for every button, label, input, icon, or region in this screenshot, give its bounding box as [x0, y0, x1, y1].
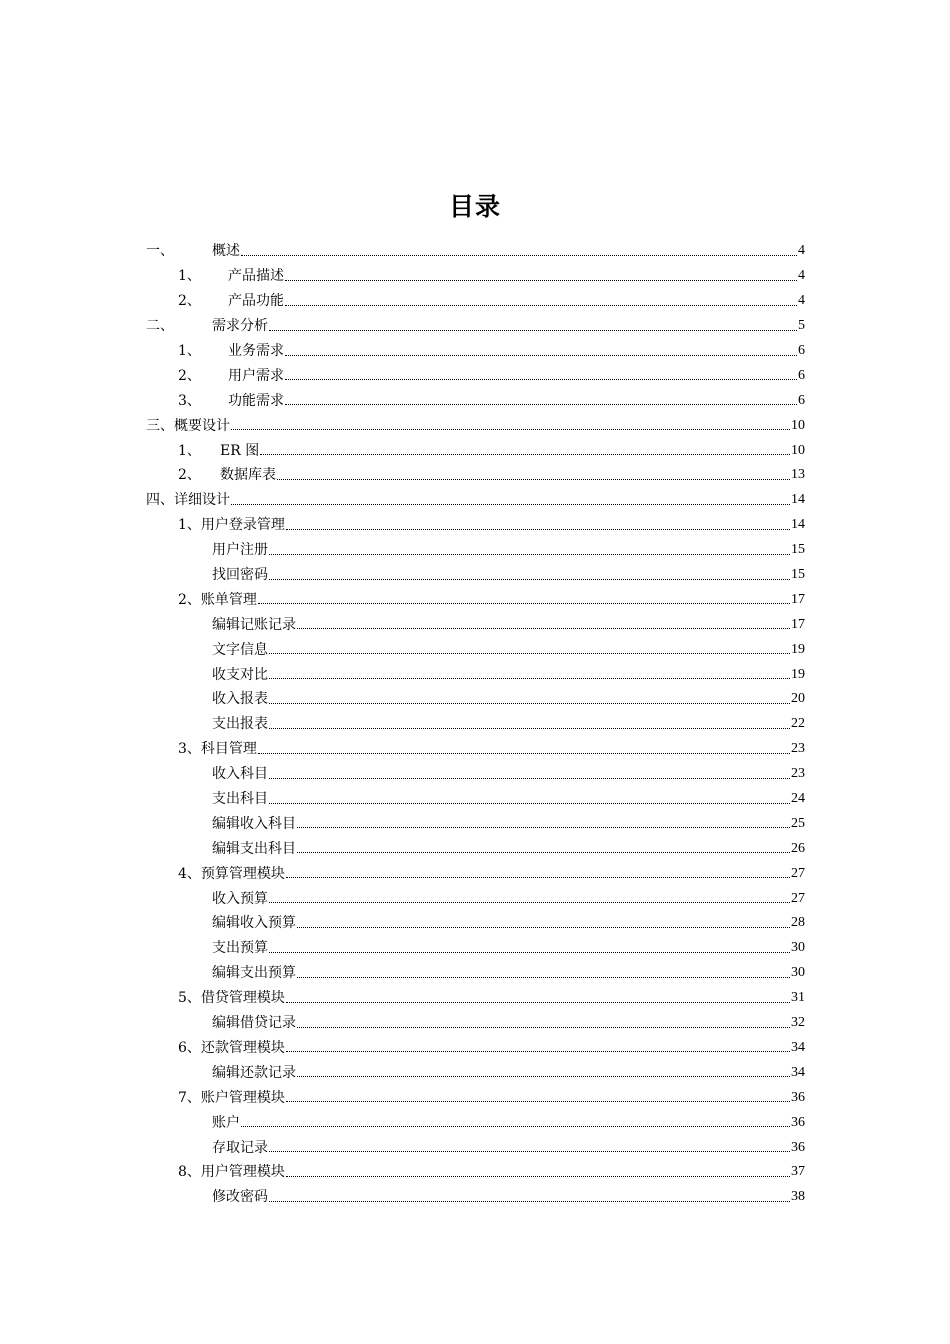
toc-entry[interactable]	[0, 637, 950, 662]
toc-entry-page-number: 20	[791, 691, 805, 707]
toc-entry-number: 2、	[178, 367, 201, 384]
toc-entry-label: 7、账户管理模块	[178, 1089, 285, 1106]
toc-entry-page-number: 31	[791, 990, 805, 1006]
toc-entry-page-number: 36	[791, 1139, 805, 1155]
toc-entry[interactable]	[0, 363, 950, 388]
toc-dot-leader	[269, 653, 790, 654]
toc-dot-leader	[269, 554, 790, 555]
toc-entry-page-number: 5	[798, 318, 805, 334]
toc-entry[interactable]	[0, 787, 950, 812]
toc-entry[interactable]	[0, 911, 950, 936]
toc-dot-leader	[285, 355, 797, 356]
toc-dot-leader	[231, 429, 790, 430]
toc-entry-page-number: 13	[791, 467, 805, 483]
toc-entry-label: 三、概要设计	[146, 417, 230, 434]
toc-entry[interactable]	[0, 513, 950, 538]
toc-entry-label: 收入报表	[212, 691, 268, 708]
toc-entry-page-number: 38	[791, 1189, 805, 1205]
toc-entry-label: 4、预算管理模块	[178, 865, 285, 882]
toc-entry-page-number: 15	[791, 542, 805, 558]
toc-entry-label: 编辑支出科目	[212, 840, 296, 857]
toc-entry[interactable]	[0, 314, 950, 339]
toc-entry[interactable]	[0, 339, 950, 364]
toc-entry-label: 1、用户登录管理	[178, 517, 285, 534]
toc-entry[interactable]	[0, 1060, 950, 1085]
toc-entry-page-number: 14	[791, 517, 805, 533]
toc-entry-label: 数据库表	[220, 467, 276, 484]
toc-dot-leader	[297, 827, 790, 828]
toc-dot-leader	[269, 579, 790, 580]
toc-entry-page-number: 10	[791, 417, 805, 433]
toc-entry-page-number: 27	[791, 865, 805, 881]
toc-entry-number: 二、	[146, 318, 174, 335]
toc-entry-label: 编辑收入科目	[212, 815, 296, 832]
toc-entry-page-number: 36	[791, 1114, 805, 1130]
toc-dot-leader	[286, 1051, 790, 1052]
toc-dot-leader	[231, 504, 790, 505]
toc-entry[interactable]	[0, 239, 950, 264]
toc-entry-page-number: 6	[798, 367, 805, 383]
toc-entry[interactable]	[0, 662, 950, 687]
toc-title: 目录	[448, 192, 501, 221]
toc-entry-number: 3、	[178, 392, 201, 409]
toc-entry-label: 修改密码	[212, 1189, 268, 1206]
toc-entry-label: 四、详细设计	[146, 492, 230, 509]
toc-dot-leader	[258, 753, 790, 754]
toc-entry-label: 编辑收入预算	[212, 915, 296, 932]
toc-entry-page-number: 15	[791, 567, 805, 583]
toc-dot-leader	[286, 1101, 790, 1102]
toc-entry[interactable]	[0, 712, 950, 737]
toc-entry[interactable]	[0, 861, 950, 886]
toc-dot-leader	[269, 703, 790, 704]
toc-entry-number: 1、	[178, 343, 201, 359]
toc-entry-page-number: 34	[791, 1039, 805, 1055]
toc-entry-page-number: 4	[798, 268, 805, 284]
toc-entry-page-number: 27	[791, 890, 805, 906]
toc-entry-page-number: 4	[798, 293, 805, 309]
toc-entry-label: 2、账单管理	[178, 591, 257, 608]
toc-entry-page-number: 10	[791, 442, 805, 458]
toc-entry-label: 用户注册	[212, 542, 268, 559]
toc-dot-leader	[258, 603, 790, 604]
toc-entry-number: 2、	[178, 293, 201, 310]
toc-entry[interactable]	[0, 587, 950, 612]
toc-entry-label: 支出科目	[212, 791, 268, 808]
toc-dot-leader	[297, 1076, 790, 1077]
toc-dot-leader	[286, 529, 790, 530]
toc-entry-page-number: 19	[791, 641, 805, 657]
toc-entry[interactable]	[0, 1011, 950, 1036]
toc-entry-page-number: 4	[798, 243, 805, 259]
toc-entry[interactable]	[0, 388, 950, 413]
toc-entry[interactable]	[0, 1160, 950, 1185]
toc-entry-page-number: 14	[791, 492, 805, 508]
toc-entry-page-number: 37	[791, 1164, 805, 1180]
toc-entry-page-number: 23	[791, 741, 805, 757]
toc-entry-label: 5、借贷管理模块	[178, 990, 285, 1007]
toc-entry-page-number: 25	[791, 815, 805, 831]
toc-entry-page-number: 36	[791, 1089, 805, 1105]
toc-entry[interactable]	[0, 1185, 950, 1210]
toc-entry-page-number: 19	[791, 666, 805, 682]
toc-entry-number: 一、	[146, 243, 174, 260]
toc-entry[interactable]	[0, 438, 950, 463]
toc-entry[interactable]	[0, 936, 950, 961]
toc-entry-label: 找回密码	[212, 567, 268, 584]
toc-dot-leader	[286, 1002, 790, 1003]
toc-entry-page-number: 26	[791, 840, 805, 856]
toc-dot-leader	[241, 1126, 790, 1127]
toc-dot-leader	[285, 404, 797, 405]
toc-entry[interactable]	[0, 961, 950, 986]
toc-entry-label: 编辑还款记录	[212, 1064, 296, 1081]
toc-entry[interactable]	[0, 1135, 950, 1160]
toc-entry-page-number: 24	[791, 791, 805, 807]
toc-dot-leader	[269, 330, 797, 331]
toc-entry-label: ER 图	[220, 442, 260, 459]
toc-dot-leader	[269, 1151, 790, 1152]
toc-dot-leader	[286, 1176, 790, 1177]
toc-dot-leader	[286, 877, 790, 878]
toc-entry-number: 1、	[178, 442, 201, 459]
toc-dot-leader	[269, 902, 790, 903]
toc-entry[interactable]	[0, 737, 950, 762]
toc-entry-label: 账户	[212, 1114, 240, 1131]
toc-entry[interactable]	[0, 1085, 950, 1110]
toc-entry-page-number: 30	[791, 965, 805, 981]
toc-entry-page-number: 17	[791, 616, 805, 632]
toc-dot-leader	[277, 479, 790, 480]
toc-entry-page-number: 6	[798, 392, 805, 408]
toc-dot-leader	[297, 927, 790, 928]
toc-entry-label: 收入科目	[212, 766, 268, 783]
toc-entry-label: 业务需求	[228, 343, 284, 359]
toc-entry[interactable]	[0, 836, 950, 861]
toc-entry-label: 用户需求	[228, 367, 284, 384]
toc-dot-leader	[297, 977, 790, 978]
toc-dot-leader	[297, 852, 790, 853]
toc-entry-label: 编辑借贷记录	[212, 1015, 296, 1032]
toc-entry[interactable]	[0, 563, 950, 588]
toc-entry-page-number: 6	[798, 343, 805, 358]
toc-entry[interactable]	[0, 538, 950, 563]
toc-entry[interactable]	[0, 612, 950, 637]
toc-dot-leader	[269, 1201, 790, 1202]
toc-entry[interactable]	[0, 264, 950, 289]
toc-entry[interactable]	[0, 886, 950, 911]
toc-entry[interactable]	[0, 762, 950, 787]
toc-entry-label: 编辑支出预算	[212, 965, 296, 982]
toc-entry[interactable]	[0, 1110, 950, 1135]
toc-dot-leader	[269, 778, 790, 779]
toc-entry-label: 支出预算	[212, 940, 268, 957]
toc-entry-page-number: 22	[791, 716, 805, 732]
toc-entry-label: 支出报表	[212, 716, 268, 733]
toc-entry-page-number: 30	[791, 940, 805, 956]
toc-entry[interactable]	[0, 1036, 950, 1061]
toc-entry-page-number: 34	[791, 1064, 805, 1080]
toc-entry-label: 需求分析	[212, 318, 268, 335]
toc-dot-leader	[285, 280, 797, 281]
table-of-contents	[0, 239, 950, 1210]
toc-entry-page-number: 23	[791, 766, 805, 782]
toc-entry[interactable]	[0, 289, 950, 314]
toc-dot-leader	[269, 803, 790, 804]
toc-dot-leader	[241, 255, 797, 256]
toc-entry-number: 2、	[178, 467, 201, 484]
toc-entry-page-number: 32	[791, 1015, 805, 1031]
toc-dot-leader	[285, 305, 797, 306]
toc-dot-leader	[269, 728, 790, 729]
toc-entry-number: 1、	[178, 268, 201, 285]
toc-entry-label: 编辑记账记录	[212, 616, 296, 633]
toc-entry-label: 概述	[212, 243, 240, 260]
toc-entry-page-number: 28	[791, 915, 805, 931]
toc-dot-leader	[285, 379, 797, 380]
toc-dot-leader	[269, 952, 790, 953]
toc-entry-label: 存取记录	[212, 1139, 268, 1156]
toc-entry-label: 文字信息	[212, 641, 268, 658]
toc-dot-leader	[297, 628, 790, 629]
toc-entry-label: 3、科目管理	[178, 741, 257, 758]
toc-entry[interactable]	[0, 811, 950, 836]
toc-entry[interactable]	[0, 687, 950, 712]
toc-entry[interactable]	[0, 986, 950, 1011]
toc-entry-label: 8、用户管理模块	[178, 1164, 285, 1181]
toc-dot-leader	[297, 1027, 790, 1028]
toc-entry-label: 收入预算	[212, 890, 268, 907]
toc-entry[interactable]	[0, 463, 950, 488]
toc-dot-leader	[260, 454, 790, 455]
toc-entry-label: 功能需求	[228, 392, 284, 409]
toc-entry[interactable]	[0, 413, 950, 438]
toc-entry-label: 产品描述	[228, 268, 284, 285]
toc-entry-label: 收支对比	[212, 666, 268, 683]
toc-entry[interactable]	[0, 488, 950, 513]
toc-entry-page-number: 17	[791, 591, 805, 607]
toc-entry-label: 6、还款管理模块	[178, 1039, 285, 1056]
toc-entry-label: 产品功能	[228, 293, 284, 310]
toc-dot-leader	[269, 678, 790, 679]
